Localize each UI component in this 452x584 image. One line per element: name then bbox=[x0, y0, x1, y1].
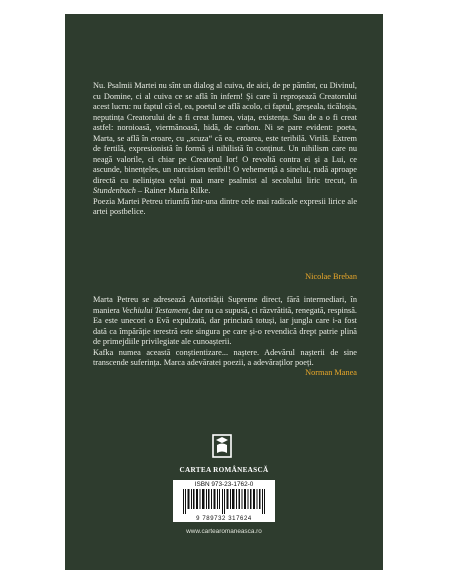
barcode-panel bbox=[173, 480, 275, 522]
title-stundenbuch: Stundenbuch bbox=[93, 186, 136, 195]
publisher-logo-icon bbox=[210, 432, 234, 460]
barcode-icon bbox=[183, 489, 265, 514]
back-cover bbox=[65, 14, 383, 570]
isbn-text: ISBN 973-23-1762-0 bbox=[194, 481, 254, 488]
signature-nicolae-breban: Nicolae Breban bbox=[305, 272, 357, 281]
review-norman-manea: Marta Petreu se adresează Autorității Supreme direct, fără intermediari, în maniera Vechiului Testament, dar nu ca supusă, ci răzvrătită, renegată, respinsă. Ea este unecori o Evă expulzată, dar princiară totuși, iar jungla care i-a fost dată ca împărăție terestră este singura pe care și-o revendică drept patrie plină de primejdiile privilegiate ale cunoașterii. Kafka numea această conștientizare... naștere. Adevărul nașterii de sine transcende suferința. Marca adevăratei poezii, a adevăraților poeți. bbox=[93, 295, 357, 367]
review-nicolae-breban: Nu. Psalmii Martei nu sînt un dialog al cuiva, de aici, de pe pămînt, cu Divinul, cu Domine, ci al cuiva ce se află în infern! Și care îi reproșează Creatorului acest lucru: nu faptul că el, ea, poetul se află acolo, ci faptul, greșeala, ticăloșia, neputința Creatorului de a fi creat lumea, viața, existența. Sau de a o fi creat astfel: noroioasă, viermănoasă, hidă, de carbon. Ni se pare evident: poeta, Marta, se află în eroare, cu „scuza“ că ea, eroarea, este teribilă. Virilă. Extrem de fertilă, expresionistă în formă și nihilistă în conținut. Un nihilism care nu neagă valorile, ci chiar pe Creatorul lor! O revoltă contra ei și a Lui, ce ascunde, binențeles, un narcisism teribil! O vehemență a sinelui, rudă aproape directă cu neliniștea celui mai mare psalmist al secolului liric trecut, în Stundenbuch – Rainer Maria Rilke. Poezia Martei Petreu triumfă într-una dintre cele mai radicale expresii lirice ale artei postbelice. bbox=[93, 81, 357, 216]
publisher-name: CARTEA ROMÂNEASCĂ bbox=[179, 466, 269, 474]
barcode-number: 9 789732 317624 bbox=[196, 516, 252, 522]
signature-norman-manea: Norman Manea bbox=[305, 368, 357, 377]
review-conclusion: Poezia Martei Petreu triumfă într-una dintre cele mai radicale expresii lirice ale artei postbelice. bbox=[93, 196, 357, 216]
publisher-website: www.cartearomaneasca.ro bbox=[186, 528, 262, 535]
review-kafka-line: Kafka numea această conștientizare... naștere. Adevărul nașterii de sine transcende suferința. Marca adevăratei poezii, a adevăraților poeți. bbox=[93, 347, 357, 367]
title-vechiului-testament: Vechiului Testament bbox=[121, 305, 189, 315]
